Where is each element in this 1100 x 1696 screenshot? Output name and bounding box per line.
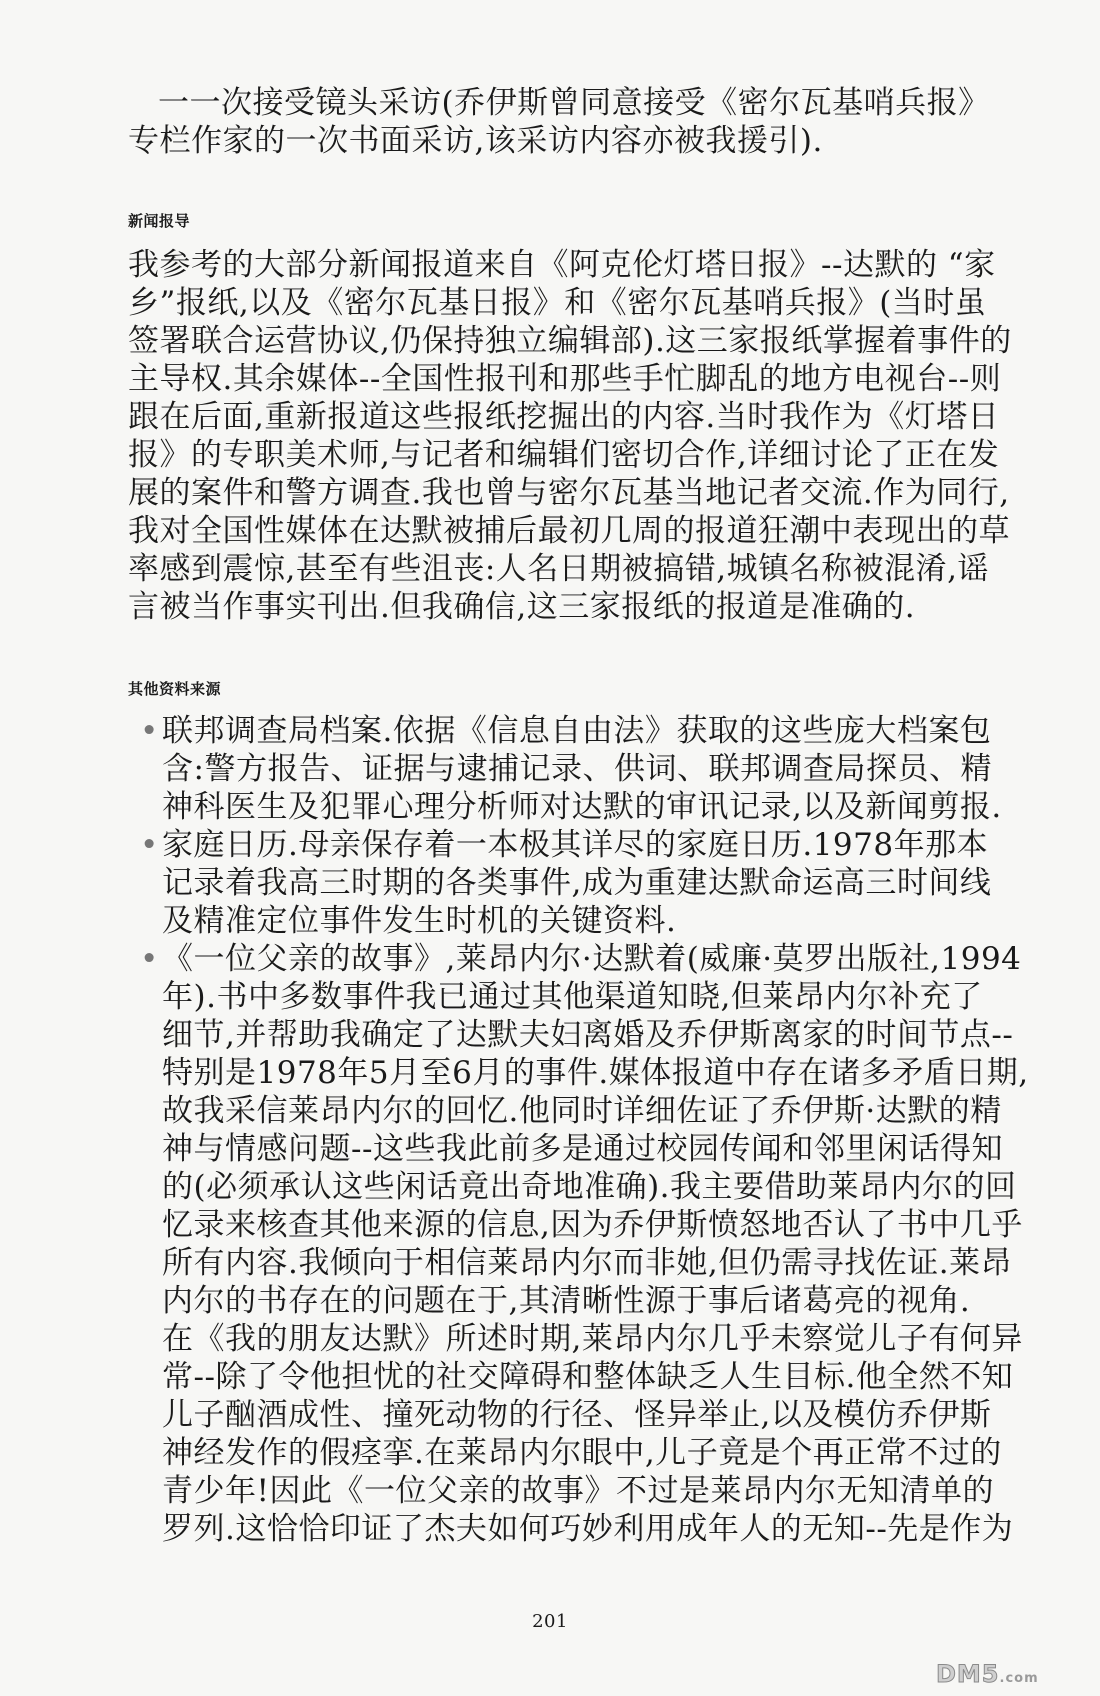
list-item [128,712,1029,826]
watermark-brand: DM5 [936,1660,1000,1688]
section-heading-other-sources: 其他资料来源 [128,680,222,698]
bullet-icon: • [140,941,159,977]
text-line: 家庭日历.母亲保存着一本极其详尽的家庭日历.1978年那本 [162,827,989,863]
text-line: 罗列.这恰恰印证了杰夫如何巧妙利用成年人的无知--先是作为 [162,1511,1014,1547]
text-line: 年).书中多数事件我已通过其他渠道知晓,但莱昂内尔补充了 [162,979,983,1015]
text-line: 的(必须承认这些闲话竟出奇地准确).我主要借助莱昂内尔的回 [162,1169,1017,1205]
text-line: 在《我的朋友达默》所述时期,莱昂内尔几乎未察觉儿子有何异 [162,1321,1023,1357]
intro-paragraph [128,84,990,160]
text-line: 神经发作的假痉挛.在莱昂内尔眼中,儿子竟是个再正常不过的 [162,1435,1002,1471]
text-line: 我参考的大部分新闻报道来自《阿克伦灯塔日报》--达默的 “家 [128,247,996,283]
list-item [128,940,1029,1548]
watermark-logo [936,1660,1090,1690]
watermark-suffix: .com [999,1671,1039,1686]
bullet-icon: • [140,827,159,863]
text-line: 神科医生及犯罪心理分析师对达默的审讯记录,以及新闻剪报. [162,789,1002,825]
text-line: 青少年!因此《一位父亲的故事》不过是莱昂内尔无知清单的 [162,1473,994,1509]
text-line: 常--除了令他担忧的社交障碍和整体缺乏人生目标.他全然不知 [162,1359,1014,1395]
text-line: 儿子酗酒成性、撞死动物的行径、怪异举止,以及模仿乔伊斯 [162,1397,992,1433]
text-line: 含:警方报告、证据与逮捕记录、供词、联邦调查局探员、精 [162,751,992,787]
page-number: 201 [532,1611,568,1632]
list-item [128,826,1029,940]
news-paragraph [128,246,1012,626]
text-line: 所有内容.我倾向于相信莱昂内尔而非她,但仍需寻找佐证.莱昂 [162,1245,1013,1281]
text-line: 签署联合运营协议,仍保持独立编辑部).这三家报纸掌握着事件的 [128,323,1012,359]
text-line: 联邦调查局档案.依据《信息自由法》获取的这些庞大档案包 [162,713,992,749]
sources-list [128,712,1029,1548]
text-line: 我对全国性媒体在达默被捕后最初几周的报道狂潮中表现出的草 [128,513,1010,549]
text-line: 乡”报纸,以及《密尔瓦基日报》和《密尔瓦基哨兵报》(当时虽 [128,285,987,321]
text-line: 《一位父亲的故事》,莱昂内尔·达默着(威廉·莫罗出版社,1994 [162,941,1022,977]
text-line: 专栏作家的一次书面采访,该采访内容亦被我援引). [128,123,823,159]
text-line: 报》的专职美术师,与记者和编辑们密切合作,详细讨论了正在发 [128,437,1000,473]
text-line: 忆录来核查其他来源的信息,因为乔伊斯愤怒地否认了书中几乎 [162,1207,1023,1243]
text-line: 主导权.其余媒体--全国性报刊和那些手忙脚乱的地方电视台--则 [128,361,1002,397]
text-line: 特别是1978年5月至6月的事件.媒体报道中存在诸多矛盾日期, [162,1055,1029,1091]
text-line: 神与情感问题--这些我此前多是通过校园传闻和邻里闲话得知 [162,1131,1003,1167]
text-line: 展的案件和警方调查.我也曾与密尔瓦基当地记者交流.作为同行, [128,475,1010,511]
text-line: 率感到震惊,甚至有些沮丧:人名日期被搞错,城镇名称被混淆,谣 [128,551,990,587]
text-line: 记录着我高三时期的各类事件,成为重建达默命运高三时间线 [162,865,992,901]
bullet-icon: • [140,713,159,749]
text-line: 及精准定位事件发生时机的关键资料. [162,903,677,939]
text-line: 细节,并帮助我确定了达默夫妇离婚及乔伊斯离家的时间节点-- [162,1017,1014,1053]
text-line: 故我采信莱昂内尔的回忆.他同时详细佐证了乔伊斯·达默的精 [162,1093,1002,1129]
text-line: 跟在后面,重新报道这些报纸挖掘出的内容.当时我作为《灯塔日 [128,399,1000,435]
text-line: 言被当作事实刊出.但我确信,这三家报纸的报道是准确的. [128,589,916,625]
text-line: 内尔的书存在的问题在于,其清晰性源于事后诸葛亮的视角. [162,1283,971,1319]
section-heading-news: 新闻报导 [128,212,191,230]
text-line: 一一次接受镜头采访(乔伊斯曾同意接受《密尔瓦基哨兵报》 [158,85,990,121]
